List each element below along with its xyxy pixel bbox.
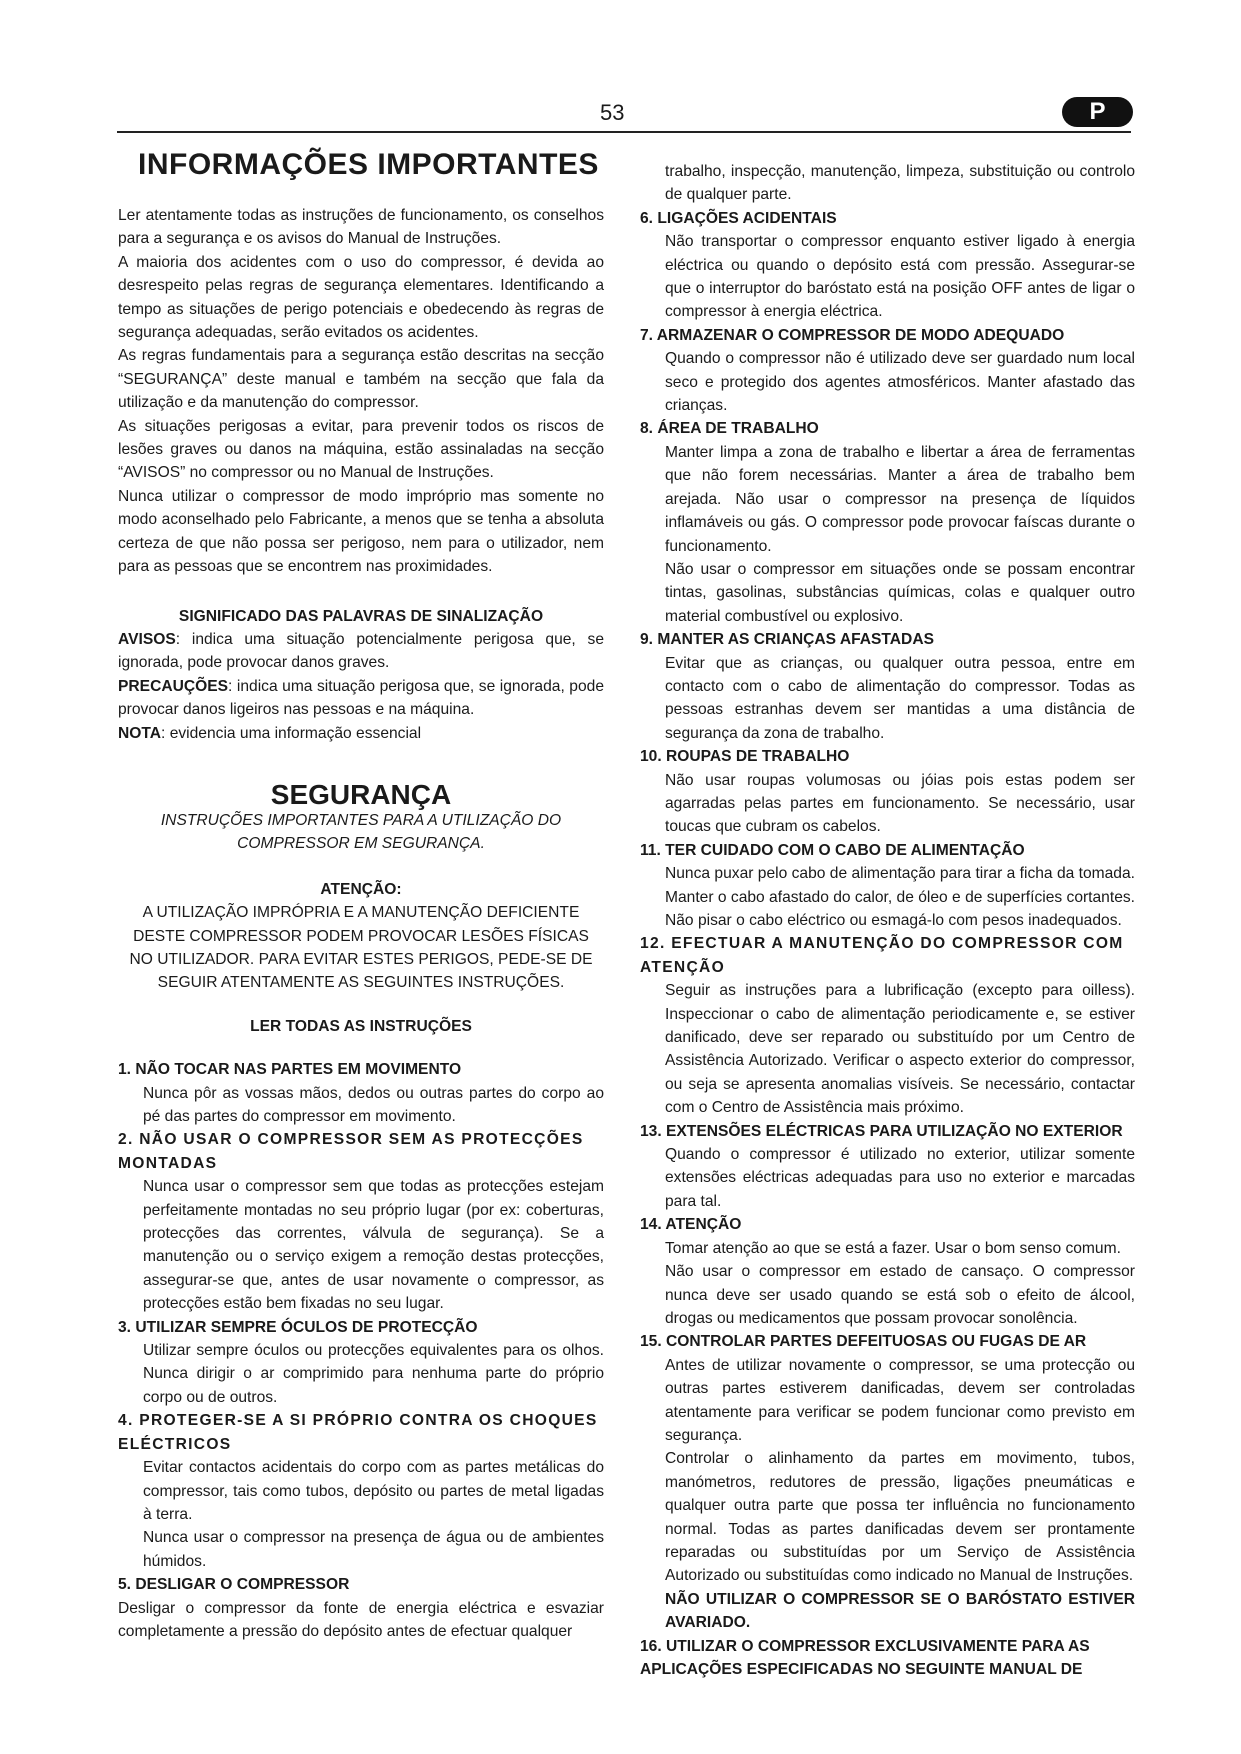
signal-avisos <box>118 628 604 675</box>
signal-term: AVISOS <box>118 630 176 648</box>
item-body: Manter limpa a zona de trabalho e libertar a área de ferramentas que não forem necessárias. Manter a área de trabalho bem arejada. Não usar o compressor na presença de líquidos inflamáveis ou gás. O compressor pode provocar faíscas durante o funcionamento. <box>665 443 1135 555</box>
item-heading: 10. ROUPAS DE TRABALHO <box>640 748 850 766</box>
item-body: Não usar o compressor em situações onde se possam encontrar tintas, gasolinas, substâncias químicas, colas e qualquer outro material combustível ou explosivo. <box>665 560 1135 625</box>
signal-text: : evidencia uma informação essencial <box>161 724 422 742</box>
item-heading: 9. MANTER AS CRIANÇAS AFASTADAS <box>640 631 934 649</box>
item-body: Evitar contactos acidentais do corpo com as partes metálicas do compressor, tais como tubos, depósito ou partes de metal ligadas à terra. <box>143 1459 604 1523</box>
safety-subtitle: INSTRUÇÕES IMPORTANTES PARA A UTILIZAÇÃO DO COMPRESSOR EM SEGURANÇA. <box>160 811 562 853</box>
item-body: Nunca puxar pelo cabo de alimentação para tirar a ficha da tomada. Manter o cabo afastado do calor, de óleo e de superfícies cortantes. Não pisar o cabo eléctrico ou esmagá-lo com pesos inadequados. <box>665 865 1135 929</box>
safety-item <box>640 1213 1135 1330</box>
attention-block <box>118 878 604 995</box>
item-heading: 1. NÃO TOCAR NAS PARTES EM MOVIMENTO <box>118 1061 462 1079</box>
item-body: Nunca pôr as vossas mãos, dedos ou outras partes do corpo ao pé das partes do compressor em movimento. <box>143 1084 604 1125</box>
signal-term: PRECAUÇÕES <box>118 677 229 695</box>
item-body: Antes de utilizar novamente o compressor, se uma protecção ou outras partes estiverem danificadas, devem ser controladas atentamente para verificar se podem funcionar como previsto em segurança. <box>665 1356 1135 1444</box>
item-body: Quando o compressor é utilizado no exterior, utilizar somente extensões eléctricas adequadas para uso no exterior e marcadas para tal. <box>665 1146 1135 1210</box>
intro-paragraph: A maioria dos acidentes com o uso do compressor, é devida ao desrespeito pelas regras de segurança elementares. Identificando a tempo as situações de perigo potenciais e obedecendo às regras de segurança adequadas, serão evitados os acidentes. <box>118 253 604 342</box>
item-body: Evitar que as crianças, ou qualquer outra pessoa, entre em contacto com o cabo de alimentação do compressor. Todas as pessoas estranhas devem ser mantidas a uma distância de segurança da zona de trabalho. <box>665 654 1135 742</box>
signal-text: : indica uma situação perigosa que, se ignorada, pode provocar danos ligeiros nas pessoas e na máquina. <box>118 677 604 719</box>
safety-item <box>640 1635 1135 1682</box>
safety-title: SEGURANÇA <box>270 778 452 810</box>
item-heading: 16. UTILIZAR O COMPRESSOR EXCLUSIVAMENTE PARA AS APLICAÇÕES ESPECIFICADAS NO SEGUINTE MANUAL DE <box>640 1637 1090 1678</box>
safety-item <box>118 1316 604 1410</box>
intro-paragraph: Nunca utilizar o compressor de modo impróprio mas somente no modo aconselhado pelo Fabricante, a menos que se tenha a absoluta certeza de que não possa ser perigoso, nem para o utilizador, nem para as pessoas que se encontrem nas proximidades. <box>118 487 604 576</box>
item-body: Seguir as instruções para a lubrificação (excepto para oilless). Inspeccionar o cabo de alimentação periodicamente e, se estiver danificado, deve ser reparado ou substituído por um Centro de Assistência Autorizado. Verificar o aspecto exterior do compressor, ou seja se apresenta anomalias visíveis. Se necessário, contactar com o Centro de Assistência mais próximo. <box>665 982 1135 1117</box>
item-heading: 2. NÃO USAR O COMPRESSOR SEM AS PROTECÇÕES MONTADAS <box>118 1131 584 1172</box>
item-heading: 6. LIGAÇÕES ACIDENTAIS <box>640 209 837 227</box>
item-body: Nunca usar o compressor sem que todas as protecções estejam perfeitamente montadas no seu próprio lugar (por ex: coberturas, protecções das correntes, válvula de segurança). Se a manutenção ou o serviço exigem a remoção destas protecções, assegurar-se que, antes de usar novamente o compressor, as protecções estão bem fixadas no seu lugar. <box>143 1178 604 1313</box>
signal-text: : indica uma situação potencialmente perigosa que, se ignorada, pode provocar danos graves. <box>118 630 604 672</box>
intro-text <box>118 204 604 579</box>
safety-item <box>118 1128 604 1315</box>
item-heading: 3. UTILIZAR SEMPRE ÓCULOS DE PROTECÇÃO <box>118 1318 478 1336</box>
intro-paragraph: As situações perigosas a evitar, para prevenir todos os riscos de lesões graves ou danos na máquina, estão assinaladas na secção “AVISOS” no compressor ou no Manual de Instruções. <box>118 417 604 482</box>
item-heading: 14. ATENÇÃO <box>640 1216 742 1234</box>
item-heading: 15. CONTROLAR PARTES DEFEITUOSAS OU FUGAS DE AR <box>640 1333 1087 1351</box>
item-body: Desligar o compressor da fonte de energia eléctrica e esvaziar completamente a pressão do depósito antes de efectuar qualquer <box>118 1599 604 1640</box>
attention-title: ATENÇÃO: <box>320 880 402 898</box>
safety-item <box>640 628 1135 745</box>
item-heading: 11. TER CUIDADO COM O CABO DE ALIMENTAÇÃO <box>640 841 1025 859</box>
safety-item <box>118 1058 604 1128</box>
item-body: Controlar o alinhamento da partes em movimento, tubos, manómetros, redutores de pressão, ligações pneumáticas e qualquer outra parte que possa ter influência no funcionamento normal. Todas as partes danificadas devem ser prontamente reparadas ou substituídas por um Serviço de Assistência Autorizado ou substituídas como indicado no Manual de Instruções. <box>665 1450 1135 1585</box>
item-body: Nunca usar o compressor na presença de água ou de ambientes húmidos. <box>143 1529 604 1570</box>
safety-item <box>640 324 1135 418</box>
item-heading: 7. ARMAZENAR O COMPRESSOR DE MODO ADEQUADO <box>640 326 1065 344</box>
signal-words-title: SIGNIFICADO DAS PALAVRAS DE SINALIZAÇÃO <box>178 607 544 625</box>
header-rule <box>117 131 1131 133</box>
safety-item <box>118 1409 604 1573</box>
attention-text: A UTILIZAÇÃO IMPRÓPRIA E A MANUTENÇÃO DEFICIENTE DESTE COMPRESSOR PODEM PROVOCAR LESÕES FÍSICAS NO UTILIZADOR. PARA EVITAR ESTES PERIGOS, PEDE-SE DE SEGUIR ATENTAMENTE AS SEGUINTES INSTRUÇÕES. <box>129 904 593 992</box>
item-heading: 4. PROTEGER-SE A SI PRÓPRIO CONTRA OS CHOQUES ELÉCTRICOS <box>118 1412 598 1453</box>
page-number: 53 <box>600 100 625 125</box>
item-heading: 13. EXTENSÕES ELÉCTRICAS PARA UTILIZAÇÃO NO EXTERIOR <box>640 1122 1123 1140</box>
item-body: Utilizar sempre óculos ou protecções equivalentes para os olhos. Nunca dirigir o ar comprimido para nenhuma parte do próprio corpo ou de outros. <box>143 1342 604 1406</box>
safety-items-left <box>118 1058 604 1643</box>
safety-item <box>640 207 1135 324</box>
item-body: Não usar roupas volumosas ou jóias pois estas podem ser agarradas pelas partes em funcionamento. Se necessário, usar toucas que cubram os cabelos. <box>665 771 1135 836</box>
item-heading: 5. DESLIGAR O COMPRESSOR <box>118 1576 350 1594</box>
safety-item <box>640 1120 1135 1214</box>
safety-section-header <box>118 778 604 856</box>
intro-paragraph: Ler atentamente todas as instruções de funcionamento, os conselhos para a segurança e os avisos do Manual de Instruções. <box>118 207 604 248</box>
item-body: Não usar o compressor em estado de cansaço. O compressor nunca deve ser usado quando se está sob o efeito de álcool, drogas ou medicamentos que possam provocar sonolência. <box>665 1263 1135 1327</box>
item-heading: 8. ÁREA DE TRABALHO <box>640 420 819 438</box>
safety-item <box>640 932 1135 1119</box>
signal-nota <box>118 722 604 745</box>
item-heading: 12. EFECTUAR A MANUTENÇÃO DO COMPRESSOR COM ATENÇÃO <box>640 935 1124 976</box>
signal-words-list <box>118 628 604 745</box>
safety-item <box>640 417 1135 628</box>
item-warning: NÃO UTILIZAR O COMPRESSOR SE O BARÓSTATO ESTIVER AVARIADO. <box>665 1590 1135 1632</box>
safety-item <box>640 1330 1135 1634</box>
signal-term: NOTA <box>118 724 162 742</box>
intro-paragraph: As regras fundamentais para a segurança estão descritas na secção “SEGURANÇA” deste manual e também na secção que fala da utilização e da manutenção do compressor. <box>118 347 604 412</box>
right-column <box>640 160 1135 1681</box>
item-body: Tomar atenção ao que se está a fazer. Usar o bom senso comum. <box>665 1239 1121 1257</box>
read-all-instructions: LER TODAS AS INSTRUÇÕES <box>250 1017 472 1035</box>
item-body: Quando o compressor não é utilizado deve ser guardado num local seco e protegido dos agentes atmosféricos. Manter afastado das crianças. <box>665 350 1135 415</box>
continuation-text: trabalho, inspecção, manutenção, limpeza, substituição ou controlo de qualquer parte. <box>665 163 1135 204</box>
left-column <box>118 142 604 1643</box>
item-body: Não transportar o compressor enquanto estiver ligado à energia eléctrica ou quando o depósito está com pressão. Assegurar-se que o interruptor do baróstato está na posição OFF antes de ligar o compressor à energia eléctrica. <box>665 233 1135 321</box>
safety-item <box>640 745 1135 839</box>
safety-item <box>118 1573 604 1643</box>
safety-item <box>640 839 1135 933</box>
language-badge: P <box>1062 97 1133 127</box>
main-title: INFORMAÇÕES IMPORTANTES <box>138 148 599 181</box>
signal-precaucoes <box>118 675 604 722</box>
